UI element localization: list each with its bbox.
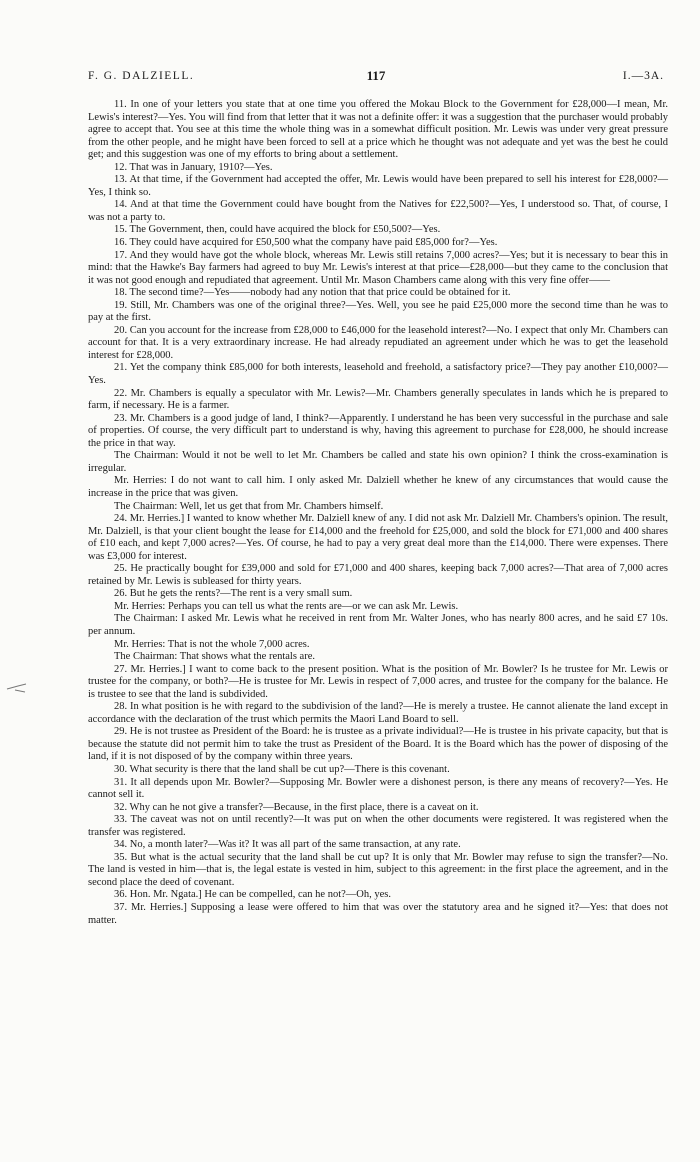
paragraph: 19. Still, Mr. Chambers was one of the original three?—Yes. Well, you see he paid £25,000 more the second time than he was to pay at the first. xyxy=(88,299,668,324)
paragraph: 34. No, a month later?—Was it? It was all part of the same transaction, at any rate. xyxy=(114,839,461,851)
paragraph: Mr. Herries: Perhaps you can tell us what the rents are—or we can ask Mr. Lewis. xyxy=(114,600,459,612)
paragraph: 12. That was in January, 1910?—Yes. xyxy=(114,161,273,173)
paragraph: 36. Hon. Mr. Ngata.] He can be compelled, can he not?—Oh, yes. xyxy=(114,889,391,901)
paragraph: 32. Why can he not give a transfer?—Because, in the first place, there is a caveat on it. xyxy=(114,801,479,813)
paragraph: 21. Yet the company think £85,000 for both interests, leasehold and freehold, a satisfactory price?—They pay another £10,000?—Yes. xyxy=(88,362,668,387)
paragraph: The Chairman: Would it not be well to let Mr. Chambers be called and state his own opinion? I think the cross-examination is irregular. xyxy=(88,450,668,474)
paragraph: The Chairman: Well, let us get that from Mr. Chambers himself. xyxy=(114,500,384,512)
page-number: 117 xyxy=(366,68,386,83)
paragraph: 11. In one of your letters you state that at one time you offered the Mokau Block to the Government for £28,000—I mean, Mr. Lewis's interest?—Yes. You will find from that letter that it was not a definite offer: it was a suggestion that the purchaser would probably agree to accept that. You see at this time the whole thing was in a somewhat difficult position. Mr. Lewis was under very great pressure from the other people, and he might have been forced to sell at a price which he thought was not adequate and yet was the best he could get; and this suggestion was one of my efforts to bring about a settlement. xyxy=(88,99,668,161)
paragraph: 15. The Government, then, could have acquired the block for £50,500?—Yes. xyxy=(114,224,441,236)
paragraph: 22. Mr. Chambers is equally a speculator with Mr. Lewis?—Mr. Chambers generally speculates in lands which he is prepared to farm, if necessary. He is a farmer. xyxy=(88,387,668,412)
paragraph: 20. Can you account for the increase from £28,000 to £46,000 for the leasehold interest?—No. I expect that only Mr. Chambers can account for that. It is a very extraordinary increase. He had already repudiated an agreement under which he was to get the leasehold interest for £28,000. xyxy=(88,324,668,361)
paragraph: 37. Mr. Herries.] Supposing a lease were offered to him that was over the statutory area and he signed it?—Yes: that does not matter. xyxy=(88,902,668,926)
paragraph: 25. He practically bought for £39,000 and sold for £71,000 and 400 shares, keeping back 7,000 acres?—That area of 7,000 acres retained by Mr. Lewis is subleased for thirty years. xyxy=(88,563,668,587)
paragraph: Mr. Herries: That is not the whole 7,000 acres. xyxy=(114,638,310,650)
paragraph: 30. What security is there that the land shall be cut up?—There is this covenant. xyxy=(114,763,450,775)
paragraph: 33. The caveat was not on until recently?—It was put on when the other documents were registered. It was registered when the transfer was registered. xyxy=(88,814,668,838)
margin-pencil-mark xyxy=(6,681,28,695)
page-header xyxy=(88,70,664,86)
paragraph: 17. And they would have got the whole block, whereas Mr. Lewis still retains 7,000 acres?—Yes; but it is necessary to bear this in mind: that the Hawke's Bay farmers had agreed to buy Mr. Lewis's interest at that price—£28,000—but they came to the conclusion that it was not good enough and repudiated that agreement. Until Mr. Mason Chambers came along with this very fine offer—— xyxy=(88,249,668,286)
paragraph: 13. At that time, if the Government had accepted the offer, Mr. Lewis would have been prepared to sell his interest for £28,000?—Yes, I think so. xyxy=(88,174,668,198)
running-head-witness: F. G. DALZIELL. xyxy=(88,70,195,82)
paragraph: 18. The second time?—Yes——nobody had any notion that that price could be obtained for it. xyxy=(114,287,511,299)
paragraph: 24. Mr. Herries.] I wanted to know whether Mr. Dalziell knew of any. I did not ask Mr. Dalziell Mr. Chambers's opinion. The result, Mr. Dalziell, is that your client bought the lease for £14,000 and the freehold for £25,000, and sold the block for £71,000 and 400 shares of £10 each, and kept 7,000 acres?—Yes. Of course, he had to pay a very great deal more than the £14,000. There were expenses. There was £3,000 for interest. xyxy=(88,513,668,562)
paragraph: 28. In what position is he with regard to the subdivision of the land?—He is merely a trustee. He cannot alienate the land except in accordance with the declaration of the trust which permits the Maori Land Board to sell. xyxy=(88,701,668,725)
paragraph: 35. But what is the actual security that the land shall be cut up? It is only that Mr. Bowler may refuse to sign the transfer?—No. The land is vested in him—that is, the legal estate is vested in him, subject to this agreement: in the first place the agreement, and in the second place the deed of covenant. xyxy=(88,851,668,888)
document-body xyxy=(88,99,668,927)
paragraph: 23. Mr. Chambers is a good judge of land, I think?—Apparently. I understand he has been very successful in the purchase and sale of properties. Of course, the very difficult part to understand is why, having this agreement to purchase for £28,000, he should increase the price in that way. xyxy=(88,412,668,449)
paper-reference: I.—3A. xyxy=(622,70,664,82)
paragraph: 31. It all depends upon Mr. Bowler?—Supposing Mr. Bowler were a dishonest person, is there any means of recovery?—Yes. He cannot sell it. xyxy=(88,776,668,801)
paragraph: 26. But he gets the rents?—The rent is a very small sum. xyxy=(114,588,353,600)
paragraph: The Chairman: That shows what the rentals are. xyxy=(114,651,315,663)
paragraph: 16. They could have acquired for £50,500 what the company have paid £85,000 for?—Yes. xyxy=(114,237,498,249)
paragraph: Mr. Herries: I do not want to call him. I only asked Mr. Dalziell whether he knew of any circumstances that would cause the increase in the price that was given. xyxy=(88,475,668,499)
paragraph: 27. Mr. Herries.] I want to come back to the present position. What is the position of Mr. Bowler? Is he trustee for Mr. Lewis or trustee for the company, or both?—He is trustee for Mr. Lewis in respect of 7,000 acres, and trustee for the company for the balance. He is trustee to see that the land is subdivided. xyxy=(88,663,668,700)
paragraph: 29. He is not trustee as President of the Board: he is trustee as a private individual?—He is trustee in his private capacity, but that is because the statute did not permit him to take the trust as President of the Board. It is the Board which has the power of disposing of the land, if it is not disposed of by the company within three years. xyxy=(88,726,668,763)
paragraph: The Chairman: I asked Mr. Lewis what he received in rent from Mr. Walter Jones, who has nearly 800 acres, and he said £7 10s. per annum. xyxy=(88,613,668,637)
paragraph: 14. And at that time the Government could have bought from the Natives for £22,500?—Yes, I understood so. That, of course, I was not a party to. xyxy=(88,199,668,223)
